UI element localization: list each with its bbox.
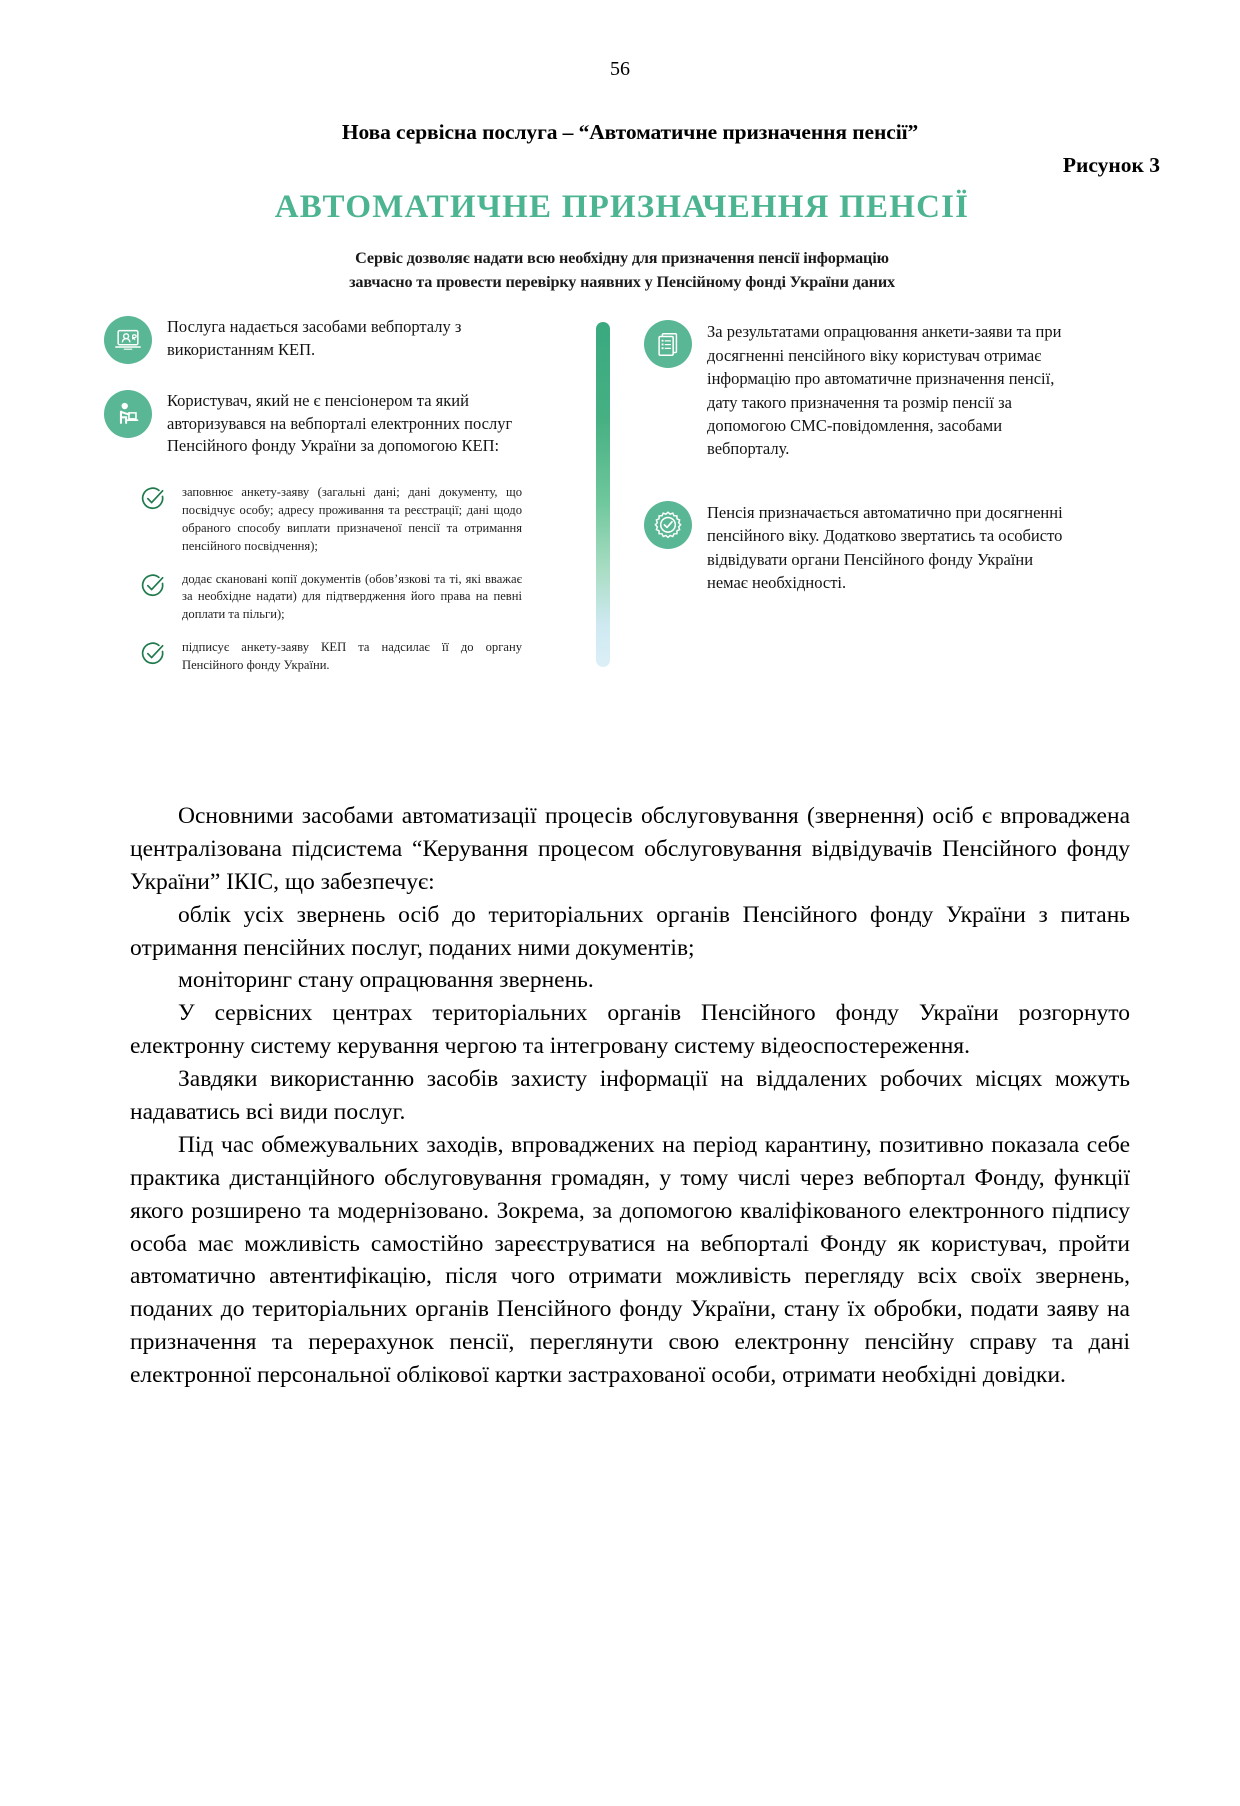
infographic-bullet-2 bbox=[140, 571, 562, 625]
gear-check-icon bbox=[644, 501, 692, 549]
check-circle-icon bbox=[140, 641, 166, 667]
infographic-left-item-2-text: Користувач, який не є пенсіонером та який авторизувався на вебпорталі електронних послуг Пенсійного фонду України за допомогою КЕП: bbox=[167, 391, 513, 456]
infographic-left-item-1-text: Послуга надається засобами вебпорталу з використанням КЕП. bbox=[167, 317, 462, 359]
infographic-left-bullet-list bbox=[104, 484, 562, 675]
check-circle-icon bbox=[140, 573, 166, 599]
infographic-title: АВТОМАТИЧНЕ ПРИЗНАЧЕННЯ ПЕНСІЇ bbox=[274, 189, 970, 225]
infographic-subtitle bbox=[92, 247, 1152, 294]
infographic-left-item-1 bbox=[104, 316, 562, 364]
check-circle-icon bbox=[140, 486, 166, 512]
infographic-left-item-2 bbox=[104, 390, 562, 458]
infographic-bullet-1-text: заповнює анкету-заяву (загальні дані; дані документу, що посвідчує особу; адресу проживання та реєстрації; дані щодо обраного способу виплати призначеної пенсії та отримання пенсійного посвідчення); bbox=[182, 485, 522, 553]
body-paragraph-3: моніторинг стану опрацювання звернень. bbox=[178, 967, 594, 994]
figure-label: Рисунок 3 bbox=[1062, 153, 1160, 177]
infographic-bullet-2-text: додає сканованi копії документів (обов’язкові та ті, які вважає за необхідне надати) для підтвердження його права на певні доплати та пільги); bbox=[182, 571, 522, 622]
infographic-right-item-1-text: За результатами опрацювання анкети-заяви та при досягненні пенсійного віку користувач отримає інформацію про автоматичне призначення пенсії, дату такого призначення та розмір пенсії за допомогою СМС-повідомлення, засобами вебпорталу. bbox=[707, 322, 1062, 459]
infographic-subtitle-line-1: Сервіс дозволяє надати всю необхідну для призначення пенсії інформацію bbox=[355, 249, 889, 268]
infographic-bullet-3 bbox=[140, 639, 562, 675]
body-paragraph-4: У сервісних центрах територіальних органів Пенсійного фонду України розгорнуто електронну систему керування чергою та інтегровану систему відеоспостереження. bbox=[130, 1000, 1130, 1060]
infographic bbox=[92, 183, 1152, 673]
infographic-right-column bbox=[644, 316, 1084, 634]
infographic-right-item-2-text: Пенсія призначається автоматично при досягненні пенсійного віку. Додатково звертатись та особисто відвідувати органи Пенсійного фонду України немає необхідності. bbox=[707, 502, 1063, 593]
person-at-laptop-icon bbox=[104, 390, 152, 438]
infographic-bullet-1 bbox=[140, 484, 562, 556]
page-title: Нова сервісна послуга – “Автоматичне призначення пенсії” bbox=[341, 120, 919, 144]
infographic-right-item-2 bbox=[644, 501, 1084, 595]
body-paragraph-5: Завдяки використанню засобів захисту інформації на віддалених робочих місцях можуть надаватись всі види послуг. bbox=[130, 1066, 1130, 1126]
infographic-right-item-1 bbox=[644, 320, 1084, 461]
infographic-body bbox=[92, 316, 1152, 690]
gradient-divider bbox=[596, 322, 610, 667]
page-number: 56 bbox=[610, 58, 630, 80]
body-paragraph-6: Під час обмежувальних заходів, впроваджених на період карантину, позитивно показала себе практика дистанційного обслуговування громадян, у тому числі через вебпортал Фонду, функції якого розширено та модернізовано. Зокрема, за допомогою кваліфікованого електронного підпису особа має можливість самостійно зареєструватися на вебпорталі Фонду як користувач, пройти автоматично автентифікацію, після чого отримати можливість перегляду всіх своїх звернень, поданих до територіальних органів Пенсійного фонду України, стану їх обробки, подати заяву на призначення та перерахунок пенсії, переглянути свою електронну пенсійну справу та дані електронної персональної облікової картки застрахованої особи, отримати необхідні довідки. bbox=[130, 1131, 1130, 1389]
body-paragraph-1: Основними засобами автоматизації процесів обслуговування (звернення) осіб є впроваджена централізована підсистема “Керування процесом обслуговування відвідувачів Пенсійного фонду України” ІКІС, що забезпечує: bbox=[130, 803, 1130, 895]
body-text bbox=[130, 800, 1130, 1392]
body-paragraph-2: облік усіх звернень осіб до територіальних органів Пенсійного фонду України з питань отримання пенсійних послуг, поданих ними документів; bbox=[130, 901, 1130, 961]
documents-stack-icon bbox=[644, 320, 692, 368]
infographic-bullet-3-text: підписує анкету-заяву КЕП та надсилає її до органу Пенсійного фонду України. bbox=[182, 640, 522, 673]
laptop-user-icon bbox=[104, 316, 152, 364]
infographic-left-column bbox=[92, 316, 562, 690]
infographic-subtitle-line-2: завчасно та провести перевірку наявних у Пенсійному фонді України даних bbox=[349, 272, 895, 291]
